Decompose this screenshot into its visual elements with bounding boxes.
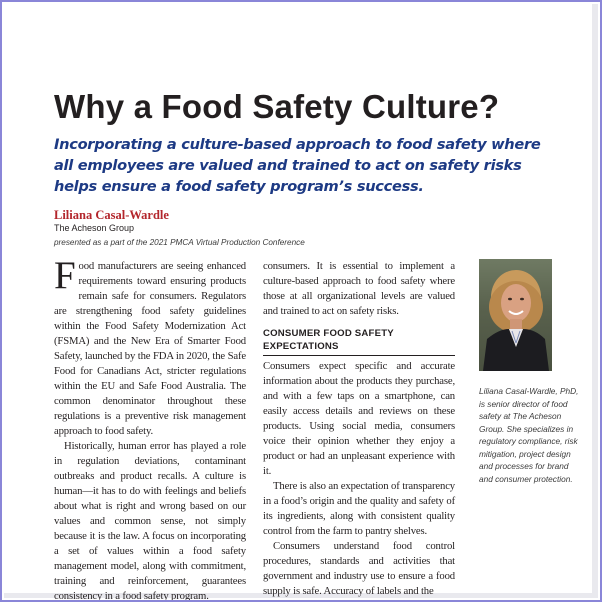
- intro-text: ood manufacturers are seeing enhanced requirements toward ensuring products remain safe for consumers. Regulators are strengthening food safety guidelines within the Food Safety Modernization Act (FSMA) and the New Era of Smarter Food Safety, launched by the FDA in 2020, the Safe Food for Canadians Act, stricter regulations within the EU and Safe Food Australia. The common denominator throughout these regulations is a preventive risk management approach to food safety.: [54, 260, 246, 437]
- body-paragraph: Historically, human error has played a role in regulation deviations, contaminant outbreaks and product recalls. A culture is human—it has to do with feelings and beliefs about what is right and wrong based on our values and common sense, not simply because it is the law. A focus on incorporating a set of values within a food safety management model, along with commitment, training and reinforcement, guarantees consistency in a food safety program.: [54, 440, 246, 602]
- author-photo: [479, 259, 552, 371]
- presentation-note: presented as a part of the 2021 PMCA Virtual Production Conference: [54, 238, 305, 247]
- body-paragraph: Consumers understand food control procedures, standards and activities that government and industry use to ensure a food supply is safe. Accuracy of labels and the: [263, 540, 455, 597]
- article-title: Why a Food Safety Culture?: [54, 88, 500, 125]
- intro-paragraph: [54, 254, 246, 439]
- page-edge-right: [592, 4, 598, 598]
- drop-cap: F: [54, 254, 76, 297]
- body-paragraph: consumers. It is essential to implement a culture-based approach to food safety where those at all organizational levels are valued and trained to act on safety risks.: [263, 260, 455, 317]
- author-portrait-image: [479, 259, 552, 371]
- body-paragraph: Consumers expect specific and accurate information about the products they purchase, and with a few taps on a smartphone, can easily access details and reviews on these products. Using social media, consumers voice their opinion whether they enjoy a product or had an unpleasant experience with it.: [263, 360, 455, 477]
- section-heading: CONSUMER FOOD SAFETY EXPECTATIONS: [263, 327, 455, 356]
- author-bio-caption: Liliana Casal-Wardle, PhD, is senior director of food safety at The Acheson Group. She specializes in regulatory compliance, risk mitigation, project design and processes for brand and consumer protection.: [479, 386, 579, 484]
- author-affiliation: The Acheson Group: [54, 223, 135, 233]
- body-column-1: [54, 254, 246, 602]
- body-column-2: [263, 259, 455, 599]
- article-subtitle: Incorporating a culture-based approach to food safety where all employees are valued and trained to act on safety risks helps ensure a food safety program’s success.: [54, 136, 541, 195]
- author-name: Liliana Casal-Wardle: [54, 208, 169, 222]
- body-paragraph: There is also an expectation of transparency in a food’s origin and the quality and safety of its ingredients, along with consistent quality control from the farm to pantry shelves.: [263, 480, 455, 537]
